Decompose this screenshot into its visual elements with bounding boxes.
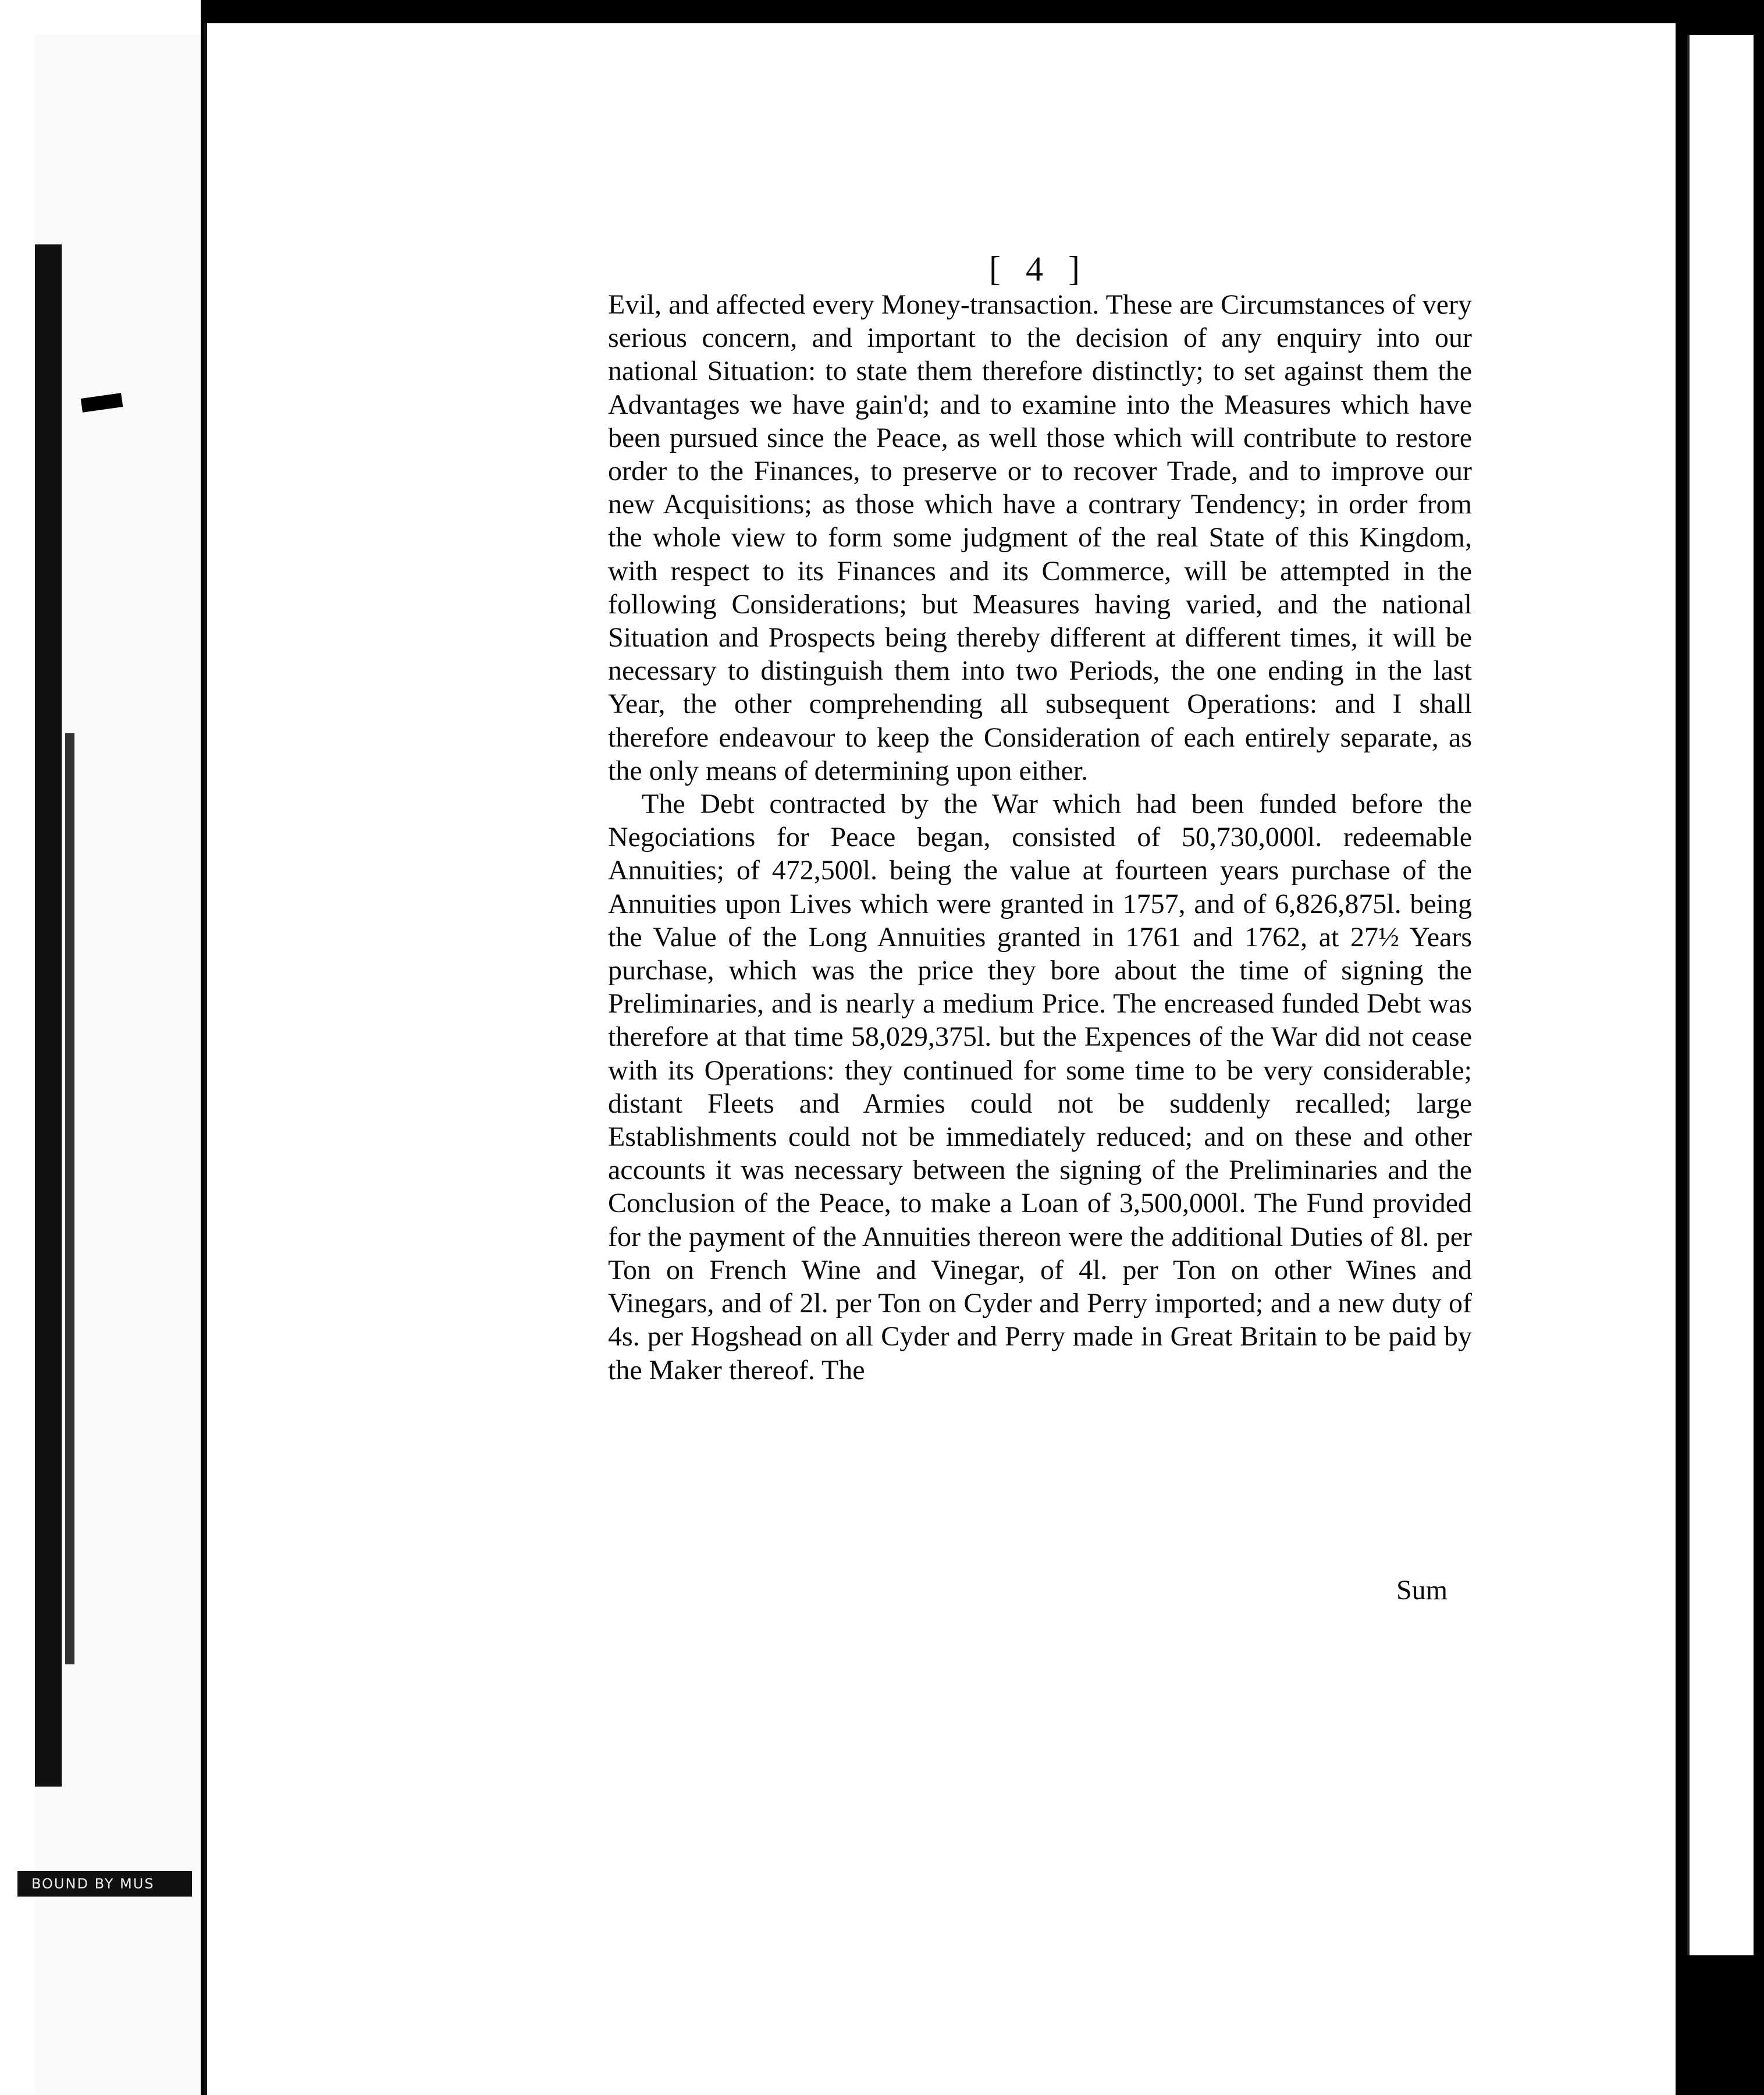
next-page-edge bbox=[1676, 23, 1764, 2095]
catchword: Sum bbox=[1396, 1575, 1448, 1606]
paragraph-2: The Debt contracted by the War which had been funded before the Negociations for Peace began, consisted of 50,730,000l. redeemable Annuities; of 472,500l. being the value at fourteen years purchase of the Annuities upon Lives which were granted in 1757, and of 6,826,875l. being the Value of the Long Annuities granted in 1761 and 1762, at 27½ Years purchase, which was the price they bore about the time of signing the Preliminaries, and is nearly a medium Price. The encreased funded Debt was therefore at that time 58,029,375l. but the Expences of the War did not cease with its Operations: they continued for some time to be very considerable; distant Fleets and Armies could not be suddenly recalled; large Establishments could not be immediately reduced; and on these and other accounts it was necessary between the signing of the Preliminaries and the Conclusion of the Peace, to make a Loan of 3,500,000l. The Fund provided for the payment of the Annuities thereon were the additional Duties of 8l. per Ton on French Wine and Vinegar, of 4l. per Ton on other Wines and Vinegars, and of 2l. per Ton on Cyder and Perry imported; and a new duty of 4s. per Hogshead on all Cyder and Perry made in Great Britain to be paid by the Maker thereof. The bbox=[608, 789, 1472, 1386]
binding-strip bbox=[0, 0, 201, 2095]
binding-stamp: BOUND BY MUS bbox=[17, 1871, 192, 1897]
next-page-edge-paper bbox=[1687, 35, 1754, 1955]
page-body bbox=[608, 288, 1472, 1387]
page-number: [ 4 ] bbox=[989, 250, 1088, 288]
binding-shadow-inner bbox=[65, 733, 74, 1664]
binding-shadow bbox=[35, 244, 62, 1787]
paragraph-1: Evil, and affected every Money-transaction. These are Circumstances of very serious concern, and important to the decision of any enquiry into our national Situation: to state them therefore distinctly; to set against them the Advantages we have gain'd; and to examine into the Measures which have been pursued since the Peace, as well those which will contribute to restore order to the Finances, to preserve or to recover Trade, and to improve our new Acquisitions; as those which have a contrary Tendency; in order from the whole view to form some judgment of the real State of this Kingdom, with respect to its Finances and its Commerce, will be attempted in the following Considerations; but Measures having varied, and the national Situation and Prospects being thereby different at different times, it will be necessary to distinguish them into two Periods, the one ending in the last Year, the other comprehending all subsequent Operations: and I shall therefore endeavour to keep the Consideration of each entirely separate, as the only means of determining upon either. bbox=[608, 289, 1472, 786]
